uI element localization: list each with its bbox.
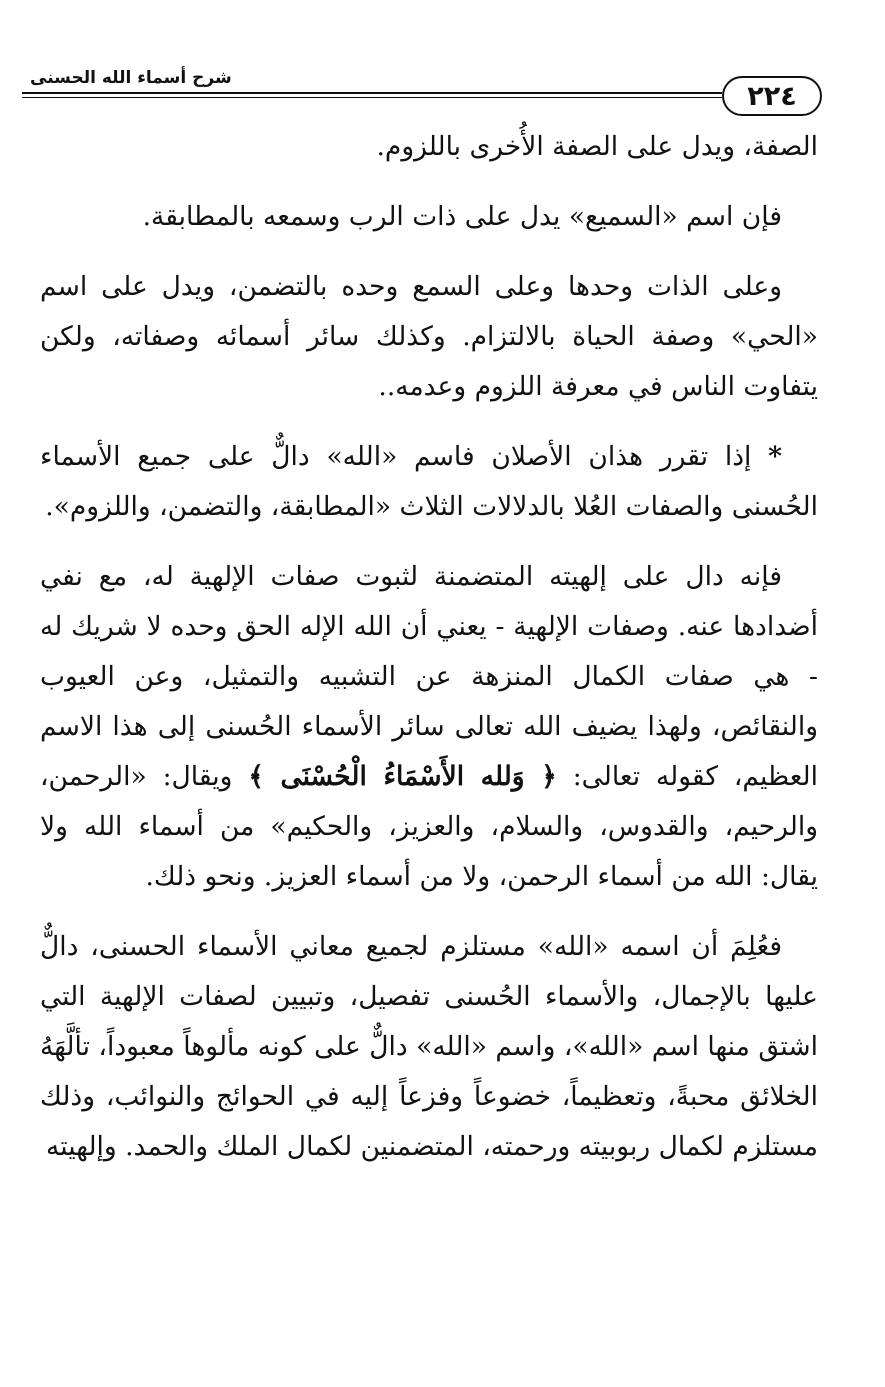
- bottom-margin: [0, 1357, 885, 1387]
- header-rule: [22, 92, 722, 94]
- page-body: [40, 122, 818, 1172]
- paragraph-3: وعلى الذات وحدها وعلى السمع وحده بالتضمن، ويدل على اسم «الحي» وصفة الحياة بالالتزام. وكذلك سائر أسمائه وصفاته، ولكن يتفاوت الناس في معرفة اللزوم وعدمه..: [40, 271, 818, 402]
- paragraph-5: [40, 552, 818, 902]
- running-title: شرح أسماء الله الحسنى: [30, 68, 232, 88]
- paragraph-4-text: إذا تقرر هذان الأصلان فاسم «الله» دالٌّ على جميع الأسماء الحُسنى والصفات العُلا بالدلالات الثلاث «المطابقة، والتضمن، واللزوم».: [40, 441, 818, 522]
- page-number: ٢٢٤: [722, 76, 822, 116]
- paragraph-5-text-before: فإنه دال على إلهيته المتضمنة لثبوت صفات الإلهية له، مع نفي أضدادها عنه. وصفات الإلهية - يعني أن الله الإله الحق وحده لا شريك له - هي صفات الكمال المنزهة عن التشبيه والتمثيل، وعن العيوب والنقائص، ولهذا يضيف الله تعالى سائر الأسماء الحُسنى إلى هذا الاسم العظيم، كقوله تعالى:: [40, 561, 818, 792]
- header-rule-thin: [22, 97, 722, 98]
- asterisk-marker: *: [768, 441, 782, 472]
- page-header: [22, 66, 825, 122]
- paragraph-4: [40, 432, 818, 532]
- paragraph-5-text-after: ويقال: «الرحمن، والرحيم، والقدوس، والسلام، والعزيز، والحكيم» من أسماء الله ولا يقال: الله من أسماء الرحمن، ولا من أسماء العزيز. ونحو ذلك.: [40, 761, 818, 892]
- paragraph-6: فعُلِمَ أن اسمه «الله» مستلزم لجميع معاني الأسماء الحسنى، دالٌّ عليها بالإجمال، والأسماء الحُسنى تفصيل، وتبيين لصفات الإلهية التي اشتق منها اسم «الله»، واسم «الله» دالٌّ على كونه مألوهاً معبوداً، تألَّهَهُ الخلائق محبةً، وتعظيماً، خضوعاً وفزعاً إليه في الحوائج والنوائب، وذلك مستلزم لكمال ربوبيته ورحمته، المتضمنين لكمال الملك والحمد. وإلهيته: [40, 931, 818, 1162]
- paragraph-2: فإن اسم «السميع» يدل على ذات الرب وسمعه بالمطابقة.: [142, 201, 782, 232]
- paragraph-1: الصفة، ويدل على الصفة الأُخرى باللزوم.: [376, 131, 818, 162]
- quran-verse: ﴿ وَلله الأَسْمَاءُ الْحُسْنَى ﴾: [248, 761, 557, 792]
